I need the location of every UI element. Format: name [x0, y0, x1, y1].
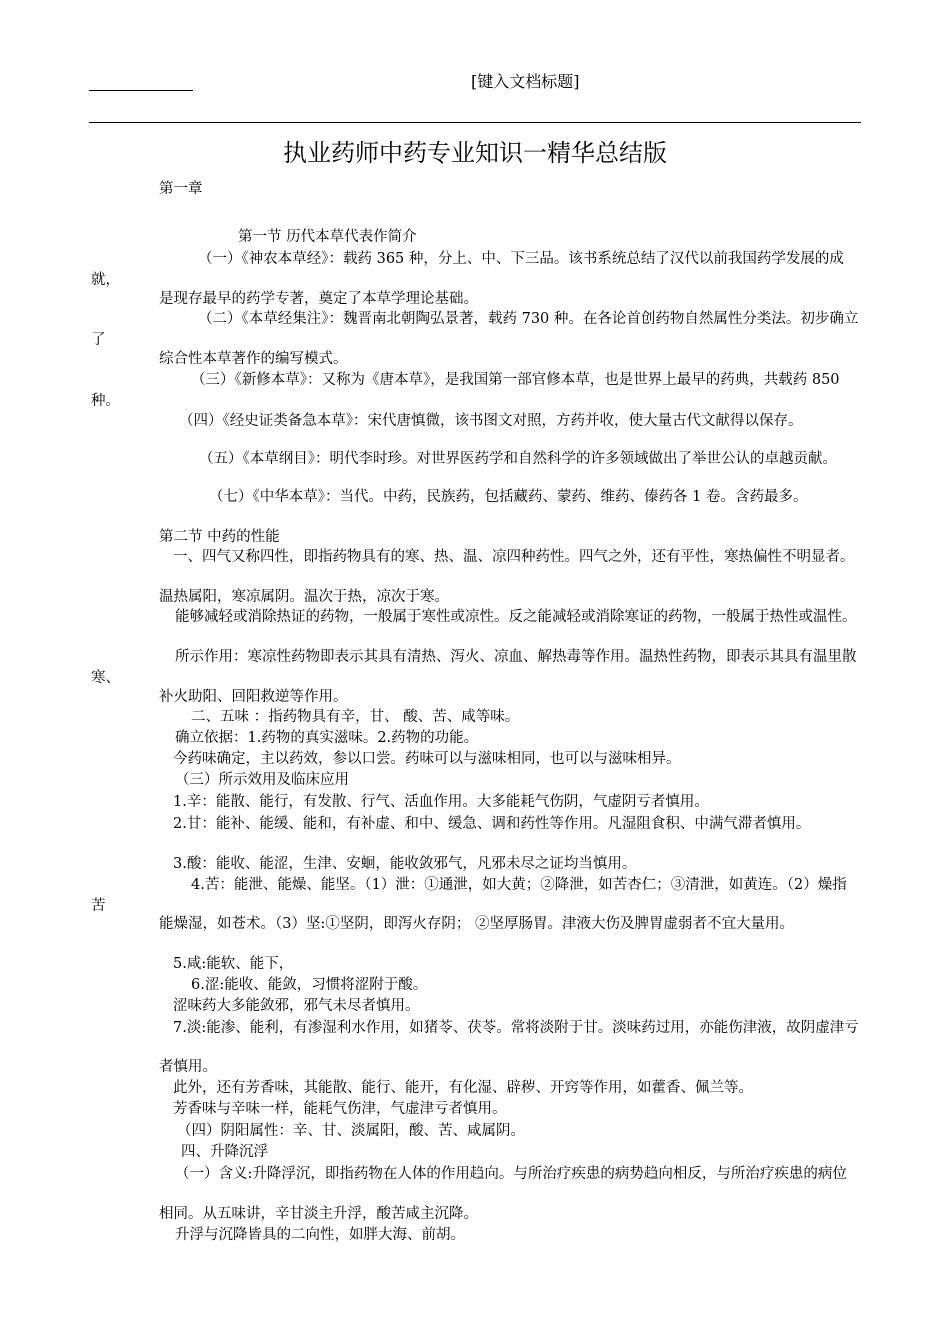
paragraph-line: 今药味确定，主以药效，参以口尝。药味可以与滋味相同，也可以与滋味相异。 [173, 751, 681, 767]
paragraph-line: 能燥湿，如苍术。（3）坚:①坚阴，即泻火存阴； ②坚厚肠胃。津液大伤及脾胃虚弱者不宜大量用。 [159, 916, 794, 932]
paragraph-line: 补火助阳、回阳救逆等作用。 [159, 689, 348, 705]
paragraph-line: （七）《中华本草》：当代。中药，民族药，包括藏药、蒙药、维药、傣药各 1 卷。含药最多。 [209, 489, 808, 505]
paragraph-line: 6.涩:能收、能敛，习惯将涩附于酸。 [191, 977, 428, 993]
document-title: 执业药师中药专业知识一精华总结版 [283, 139, 667, 167]
paragraph-line: 综合性本草著作的编写模式。 [159, 351, 348, 367]
header-title: [键入文档标题] [471, 72, 580, 91]
paragraph-line: 确立依据：1.药物的真实滋味。2.药物的功能。 [175, 730, 479, 746]
paragraph-line: （一）含义:升降浮沉，即指药物在人体的作用趋向。与所治疗疾患的病势趋向相反，与所治疗疾患的病位 [175, 1166, 847, 1182]
paragraph-line: 是现存最早的药学专著，奠定了本草学理论基础。 [159, 291, 478, 307]
paragraph-line: （四）《经史证类备急本草》：宋代唐慎微，该书图文对照，方药并收，使大量古代文献得以保存。 [179, 413, 803, 429]
paragraph-line: 涩味药大多能敛邪，邪气未尽者慎用。 [173, 998, 420, 1014]
paragraph-line: 7.淡:能渗、能利，有渗湿利水作用，如猪苓、茯苓。常将淡附于甘。淡味药过用，亦能伤津液，故阴虚津亏 [173, 1020, 859, 1036]
paragraph-line: 升浮与沉降皆具的二向性，如胖大海、前胡。 [175, 1227, 465, 1243]
paragraph-line: 2.甘：能补、能缓、能和，有补虚、和中、缓急、调和药性等作用。凡湿阻食积、中满气滞者慎用。 [173, 816, 811, 832]
paragraph-line: 一、四气又称四性，即指药物具有的寒、热、温、凉四种药性。四气之外，还有平性，寒热偏性不明显者。 [173, 549, 855, 565]
paragraph-line: 第一节 历代本草代表作简介 [238, 229, 417, 245]
paragraph-line: 4.苦：能泄、能燥、能坚。（1）泄：①通泄，如大黄；②降泄，如苦杏仁；③清泄，如黄连。（2）燥指苦 [91, 877, 847, 914]
paragraph-line: （一）《神农本草经》：载药 365 种，分上、中、下三品。该书系统总结了汉代以前我国药学发展的成就， [91, 251, 844, 288]
paragraph-line: 者慎用。 [159, 1059, 217, 1075]
paragraph-line: 此外，还有芳香味，其能散、能行、能开，有化湿、辟秽、开窍等作用，如藿香、佩兰等。 [173, 1080, 753, 1096]
paragraph-line: 二、五味 ：指药物具有辛，甘、 酸、苦、咸等味。 [191, 709, 520, 725]
paragraph-line: 芳香味与辛味一样，能耗气伤津，气虚津亏者慎用。 [173, 1101, 507, 1117]
paragraph-line: （三）所示效用及临床应用 [175, 772, 349, 788]
paragraph-line: 1.辛：能散、能行，有发散、行气、活血作用。大多能耗气伤阴，气虚阴亏者慎用。 [173, 794, 709, 810]
paragraph-line: （三）《新修本草》：又称为《唐本草》，是我国第一部官修本草，也是世界上最早的药典，共载药 850 种。 [91, 372, 840, 409]
paragraph-line: 5.咸:能软、能下， [173, 956, 294, 972]
header-underline [89, 90, 193, 91]
paragraph-line: 第二节 中药的性能 [159, 529, 280, 545]
paragraph-line: 第一章 [159, 181, 203, 197]
paragraph-line: 相同。从五味讲，辛甘淡主升浮，酸苦咸主沉降。 [159, 1206, 478, 1222]
header-rule [89, 122, 861, 123]
paragraph-line: 能够减轻或消除热证的药物，一般属于寒性或凉性。反之能减轻或消除寒证的药物，一般属于热性或温性。 [175, 609, 857, 625]
paragraph-line: （二）《本草经集注》：魏晋南北朝陶弘景著，载药 730 种。在各论首创药物自然属性分类法。初步确立了 [91, 311, 859, 348]
paragraph-line: （五）《本草纲目》：明代李时珍。对世界医药学和自然科学的许多领域做出了举世公认的卓越贡献。 [199, 451, 837, 467]
paragraph-line: 四、升降沉浮 [181, 1144, 268, 1160]
paragraph-line: 温热属阳，寒凉属阴。温次于热，凉次于寒。 [159, 589, 449, 605]
paragraph-line: （四）阴阳属性：辛、甘、淡属阳，酸、苦、咸属阴。 [177, 1123, 525, 1139]
paragraph-line: 3.酸：能收、能涩，生津、安蛔，能收敛邪气，凡邪未尽之证均当慎用。 [173, 856, 637, 872]
paragraph-line: 所示作用：寒凉性药物即表示其具有清热、泻火、凉血、解热毒等作用。温热性药物，即表示其具有温里散寒、 [91, 649, 857, 686]
